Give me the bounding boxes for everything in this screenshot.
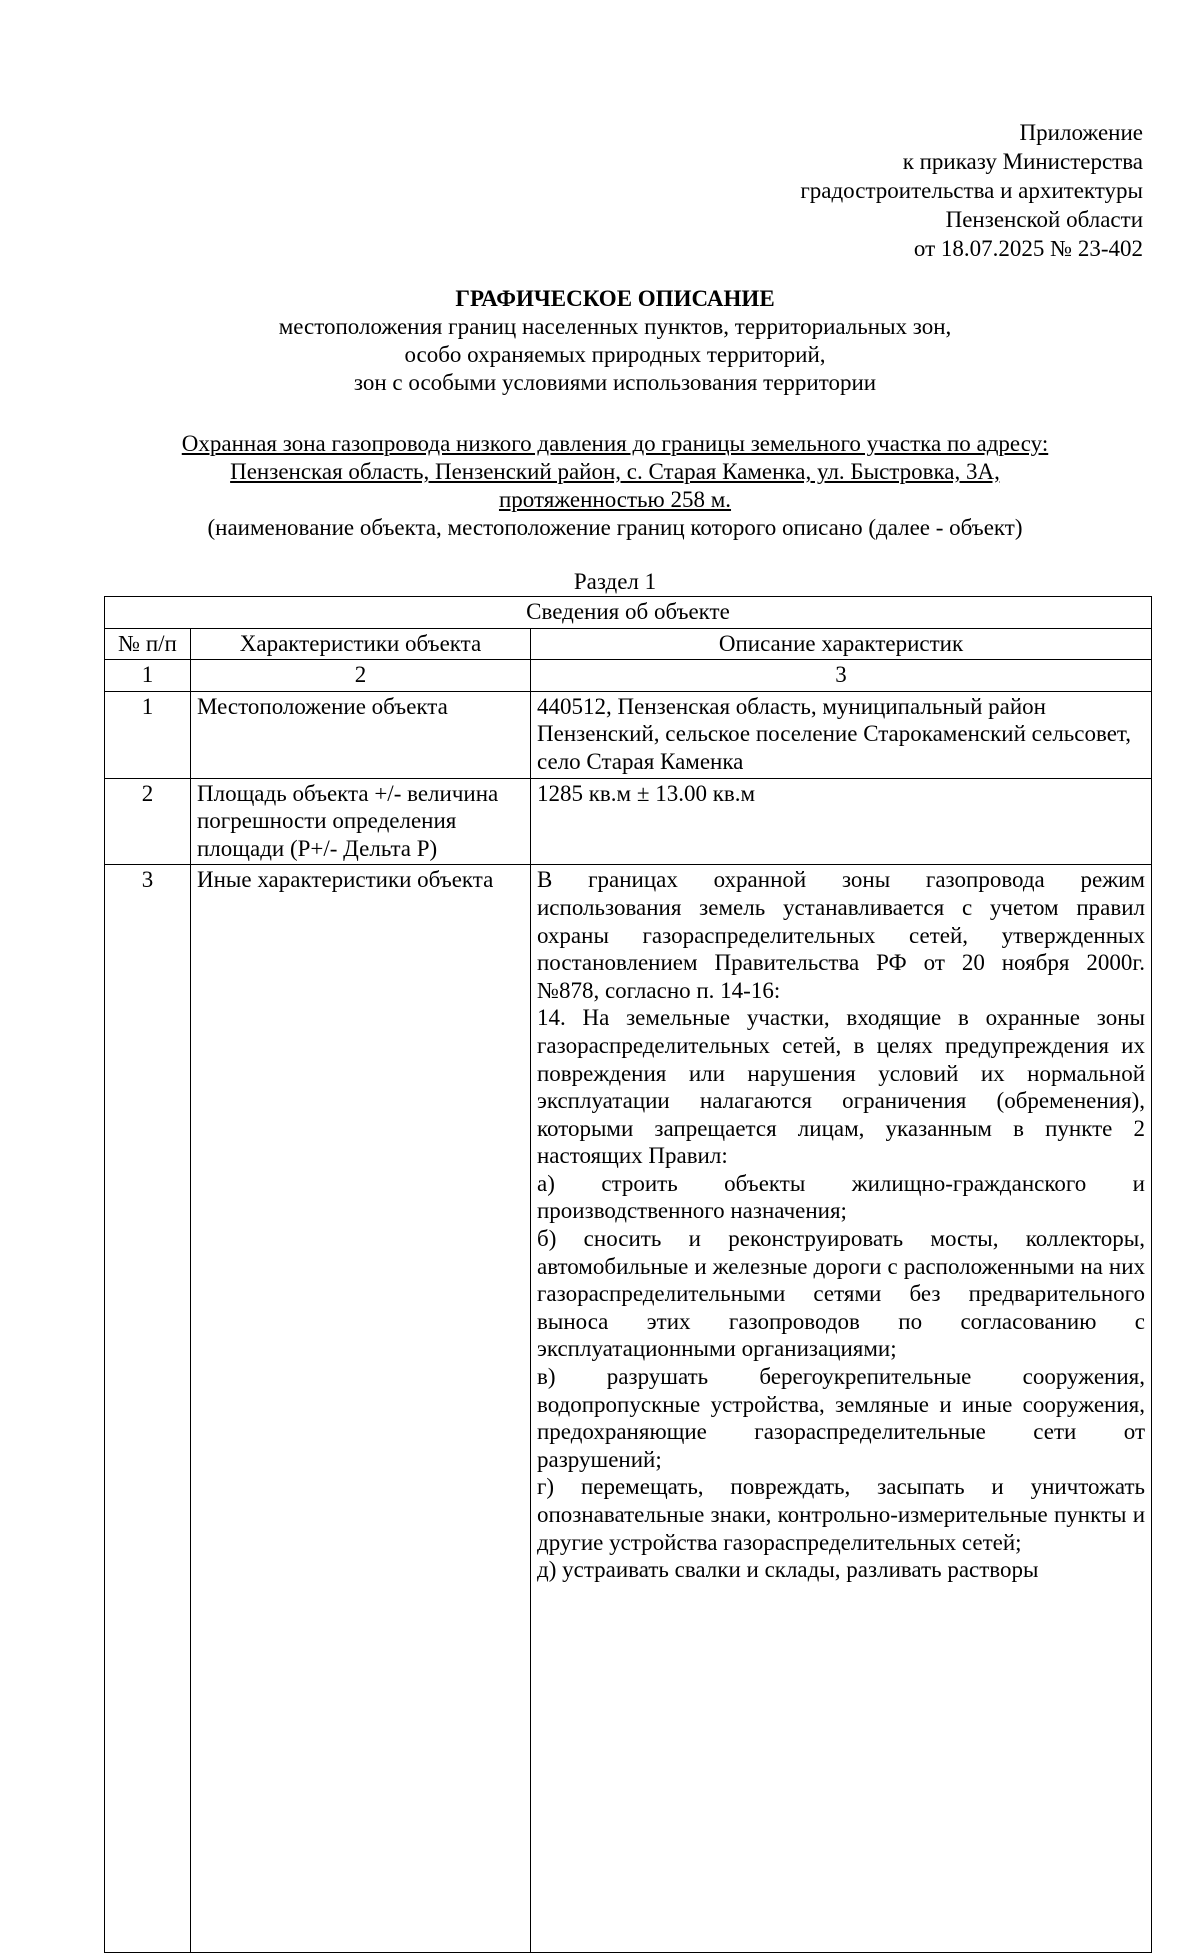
- row-description: [531, 865, 1152, 1953]
- row-number: 2: [105, 778, 191, 865]
- row-number: 3: [105, 865, 191, 1953]
- column-number: 2: [191, 660, 531, 692]
- appendix-date-number: от 18.07.2025 № 23-402: [913, 236, 1143, 261]
- row-number: 1: [105, 691, 191, 778]
- object-name-line: Охранная зона газопровода низкого давления до границы земельного участка по адресу:: [181, 431, 1049, 456]
- row-description: 440512, Пензенская область, муниципальный район Пензенский, сельское поселение Старокаменский сельсовет, село Старая Каменка: [531, 691, 1152, 778]
- description-paragraph: в) разрушать берегоукрепительные сооружения, водопропускные устройства, земляные и иные сооружения, предохраняющие газораспределительные сети от разрушений;: [537, 1364, 1145, 1472]
- row-characteristic: Местоположение объекта: [191, 691, 531, 778]
- description-paragraph: В границах охранной зоны газопровода режим использования земель устанавливается с учетом правил охраны газораспределительных сетей, утвержденных постановлением Правительства РФ от 20 ноября 2000г. №878, согласно п. 14-16:: [537, 867, 1145, 1003]
- title-subline: местоположения границ населенных пунктов, территориальных зон,: [278, 314, 952, 339]
- table-row: [105, 865, 1152, 1953]
- appendix-line: Приложение: [1019, 120, 1143, 145]
- section-label: Раздел 1: [573, 569, 657, 594]
- appendix-block: [543, 118, 1143, 263]
- appendix-line: Пензенской области: [945, 207, 1143, 232]
- object-name-line: протяженностью 258 м.: [498, 487, 732, 512]
- object-info-table: [104, 596, 1152, 1953]
- description-paragraph: 14. На земельные участки, входящие в охранные зоны газораспределительных сетей, в целях предупреждения их повреждения или нарушения условий их нормальной эксплуатации налагаются ограничения (обременения), которыми запрещается лицам, указанным в пункте 2 настоящих Правил:: [537, 1005, 1145, 1169]
- column-number-row: [105, 660, 1152, 692]
- row-characteristic: Площадь объекта +/- величина погрешности определения площади (P+/- Дельта P): [191, 778, 531, 865]
- row-characteristic: Иные характеристики объекта: [191, 865, 531, 1953]
- object-caption: (наименование объекта, местоположение границ которого описано (далее - объект): [207, 515, 1023, 540]
- appendix-line: к приказу Министерства: [902, 149, 1143, 174]
- header-number: № п/п: [105, 628, 191, 660]
- header-characteristic: Характеристики объекта: [191, 628, 531, 660]
- table-header-row: [105, 628, 1152, 660]
- row-description: 1285 кв.м ± 13.00 кв.м: [531, 778, 1152, 865]
- description-paragraph: г) перемещать, повреждать, засыпать и уничтожать опознавательные знаки, контрольно-измерительные пункты и другие устройства газораспределительных сетей;: [537, 1474, 1145, 1555]
- table-row: [105, 778, 1152, 865]
- description-paragraph: а) строить объекты жилищно-гражданского и производственного назначения;: [537, 1170, 1145, 1224]
- object-name-block: [100, 430, 1130, 542]
- object-name-line: Пензенская область, Пензенский район, с. Старая Каменка, ул. Быстровка, 3А,: [230, 459, 1000, 484]
- column-number: 3: [531, 660, 1152, 692]
- table-row: [105, 691, 1152, 778]
- table-title: Сведения об объекте: [105, 597, 1152, 629]
- description-paragraph: д) устраивать свалки и склады, разливать растворы: [537, 1557, 1039, 1583]
- table-title-row: [105, 597, 1152, 629]
- column-number: 1: [105, 660, 191, 692]
- title-subline: особо охраняемых природных территорий,: [404, 342, 826, 367]
- document-title-block: [100, 285, 1130, 397]
- header-description: Описание характеристик: [531, 628, 1152, 660]
- document-title: ГРАФИЧЕСКОЕ ОПИСАНИЕ: [455, 286, 775, 311]
- appendix-line: градостроительства и архитектуры: [800, 178, 1143, 203]
- title-subline: зон с особыми условиями использования территории: [353, 370, 877, 395]
- description-paragraph: б) сносить и реконструировать мосты, коллекторы, автомобильные и железные дороги с расположенными на них газораспределительными сетями без предварительного выноса этих газопроводов по согласованию с эксплуатационными организациями;: [537, 1226, 1145, 1362]
